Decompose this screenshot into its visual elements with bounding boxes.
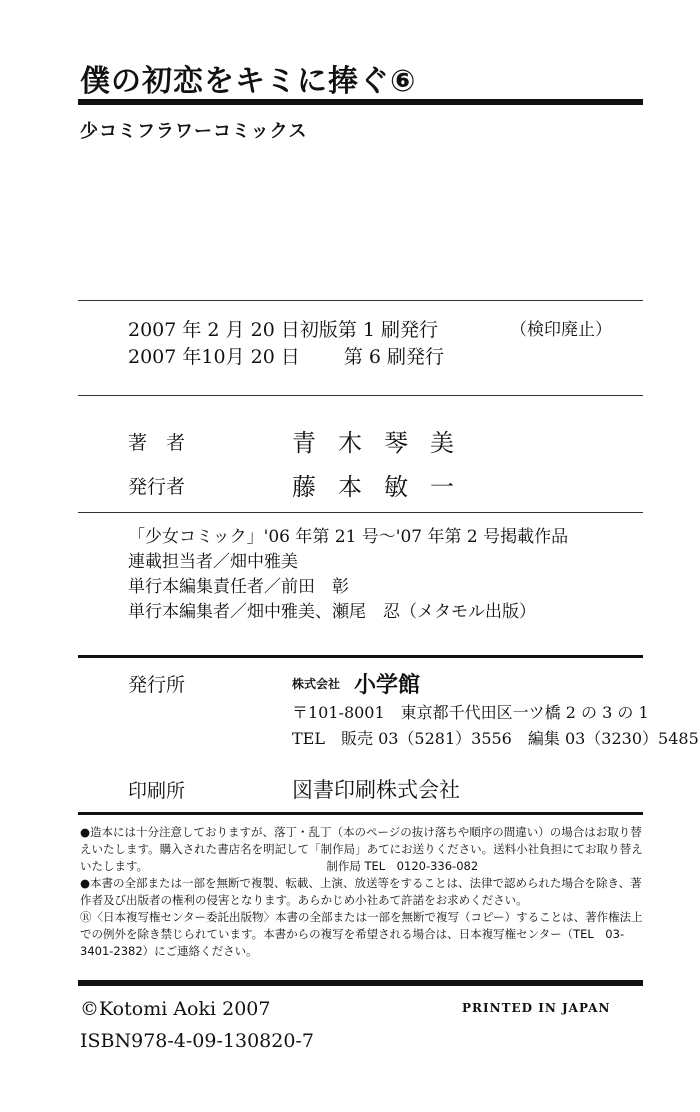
notice-copyright: ●本書の全部または一部を無断で複製、転載、上演、放送等をすることは、法律で認められた場合を除き、著作者及び出版者の権利の侵害となります。あらかじめ小社あて許諾をお求めください。 [80,876,642,907]
printer-name: 図書印刷株式会社 [292,778,460,802]
issuer-name: 藤本敏一 [292,473,476,501]
publisher-phones: TEL 販売 03（5281）3556 編集 03（3230）5485 [292,729,699,748]
notice-jrrc: Ⓡ〈日本複写権センター委託出版物〉本書の全部または一部を無断で複写（コピー）することは、著作権法上での例外を除き禁じられています。本書からの複写を希望される場合は、日本複写権センター（TEL 03-3401-2382）にご連絡ください。 [80,910,643,958]
notice-damaged-copies: ●造本には十分注意しておりますが、落丁・乱丁（本のページの抜け落ちや順序の間違い）の場合はお取り替えいたします。購入された書店名を明記して「制作局」あてにお送りください。送料小社負担にてお取り替えいたします。 制作局 TEL 0120-336-082 [80,825,643,873]
isbn: ISBN978-4-09-130820-7 [80,1030,314,1052]
footer-rule [78,980,643,986]
seal-notice: （検印廃止） [510,320,612,340]
serial-line-1: 「少女コミック」'06 年第 21 号〜'07 年第 2 号掲載作品 [128,527,569,547]
serial-line-3: 単行本編集責任者／前田 彰 [128,577,349,597]
notices-top-rule [78,812,643,815]
serial-top-rule [78,512,643,513]
imprint-label: 少コミフラワーコミックス [80,121,308,142]
current-edition-line: 2007 年10月 20 日 第 6 刷発行 [128,346,445,368]
printer-label: 印刷所 [128,780,186,802]
publisher-address: 〒101-8001 東京都千代田区一ツ橋 2 の 3 の 1 [292,703,649,722]
author-role: 著 者 [128,432,186,454]
serial-line-4: 単行本編集者／畑中雅美、瀬尾 忍（メタモル出版） [128,602,536,622]
issuer-role: 発行者 [128,476,186,498]
title-rule [78,99,643,105]
serial-line-2: 連載担当者／畑中雅美 [128,552,298,572]
notices-block [80,824,646,960]
author-name: 青木琴美 [292,429,476,457]
publisher-top-rule [78,655,643,658]
publisher-corp-prefix: 株式会社 [292,677,341,691]
first-edition-line: 2007 年 2 月 20 日初版第 1 刷発行 [128,319,438,341]
printed-in-japan: PRINTED IN JAPAN [462,1001,611,1015]
book-title: 僕の初恋をキミに捧ぐ⑥ [80,64,417,99]
copyright-line: ©Kotomi Aoki 2007 [80,998,271,1020]
printing-top-rule [78,300,643,301]
publisher-label: 発行所 [128,674,186,696]
credits-top-rule [78,395,643,396]
publisher-name: 小学館 [354,672,421,698]
